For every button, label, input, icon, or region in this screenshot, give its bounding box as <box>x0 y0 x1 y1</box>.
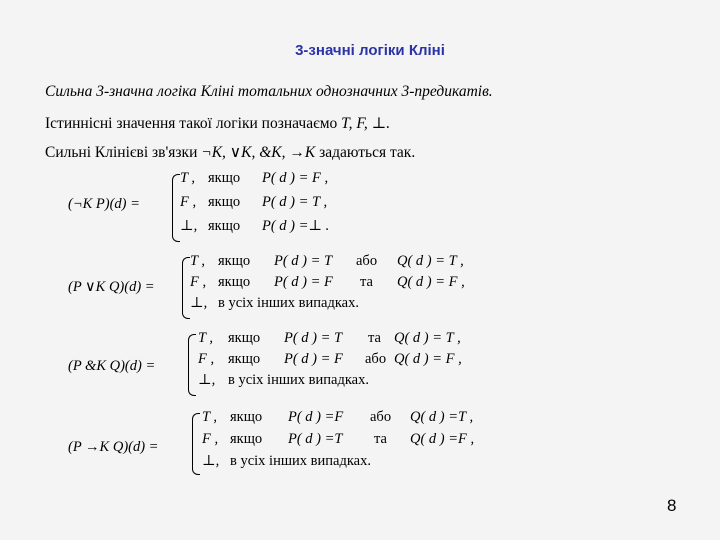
case-brace <box>192 413 200 475</box>
case-value: ⊥, <box>198 372 216 388</box>
case-value: T , <box>180 170 196 186</box>
case-condition-2: Q( d ) = F , <box>394 351 462 367</box>
case-keyword: якщо <box>218 253 251 269</box>
case-conjunction: або <box>365 351 387 367</box>
case-brace <box>182 257 190 319</box>
case-keyword: якщо <box>208 218 241 234</box>
case-condition: P( d ) = F <box>284 351 343 367</box>
case-conjunction: та <box>360 274 373 290</box>
case-conjunction: та <box>374 431 387 447</box>
case-value: F , <box>190 274 207 290</box>
case-keyword: якщо <box>228 330 261 346</box>
case-conjunction: або <box>370 409 392 425</box>
case-condition-2: Q( d ) = T , <box>394 330 461 346</box>
intro-line-3 <box>45 143 415 162</box>
case-value: T , <box>202 409 218 425</box>
case-condition: P( d ) =T <box>288 431 343 447</box>
case-condition: P( d ) = F <box>274 274 333 290</box>
case-keyword: якщо <box>208 170 241 186</box>
truth-values: T, F, ⊥. <box>341 115 391 132</box>
case-condition: P( d ) = T <box>284 330 343 346</box>
case-condition: P( d ) = F , <box>262 170 329 186</box>
intro-line-3-prefix: Сильні Клінієві зв'язки <box>45 144 202 161</box>
case-keyword: в усіх інших випадках. <box>228 372 369 388</box>
case-keyword: якщо <box>230 409 263 425</box>
case-value: ⊥, <box>190 295 208 311</box>
definition-lhs: (P &K Q)(d) = <box>68 358 156 374</box>
case-condition: P( d ) =F <box>288 409 344 425</box>
page-number: 8 <box>667 496 677 515</box>
intro-line-1 <box>45 83 493 101</box>
intro-line-2-prefix: Істиннісні значення такої логіки позначаємо <box>45 115 342 132</box>
case-value: F , <box>198 351 215 367</box>
case-keyword: якщо <box>208 194 241 210</box>
intro-line-2 <box>45 114 390 133</box>
case-condition: P( d ) =⊥ . <box>262 218 330 234</box>
case-value: T , <box>190 253 206 269</box>
kleene-connectives: ¬K, ∨K, &K, →K <box>201 144 316 161</box>
case-keyword: в усіх інших випадках. <box>230 453 371 469</box>
case-keyword: якщо <box>228 351 261 367</box>
case-brace <box>172 174 180 242</box>
case-brace <box>188 334 196 396</box>
case-value: ⊥, <box>202 453 220 469</box>
case-value: ⊥, <box>180 218 198 234</box>
case-condition: P( d ) = T , <box>262 194 328 210</box>
case-condition: P( d ) = T <box>274 253 333 269</box>
case-value: F , <box>180 194 197 210</box>
case-keyword: в усіх інших випадках. <box>218 295 359 311</box>
case-condition-2: Q( d ) = F , <box>397 274 465 290</box>
definition-lhs: (¬K P)(d) = <box>68 196 140 212</box>
definition-lhs: (P →K Q)(d) = <box>68 439 159 455</box>
case-keyword: якщо <box>218 274 251 290</box>
case-condition-2: Q( d ) = T , <box>397 253 464 269</box>
case-conjunction: та <box>368 330 381 346</box>
case-keyword: якщо <box>230 431 263 447</box>
case-value: T , <box>198 330 214 346</box>
definition-lhs: (P ∨K Q)(d) = <box>68 279 155 295</box>
case-value: F , <box>202 431 219 447</box>
case-condition-2: Q( d ) =F , <box>410 431 475 447</box>
intro-line-3-suffix: задаються так. <box>315 144 416 161</box>
case-conjunction: або <box>356 253 378 269</box>
slide-title: 3-значні логіки Кліні <box>295 42 445 59</box>
case-condition-2: Q( d ) =T , <box>410 409 474 425</box>
intro-line-1-text: Сильна 3-значна логіка Кліні тотальних однозначних 3-предикатів. <box>45 83 493 100</box>
